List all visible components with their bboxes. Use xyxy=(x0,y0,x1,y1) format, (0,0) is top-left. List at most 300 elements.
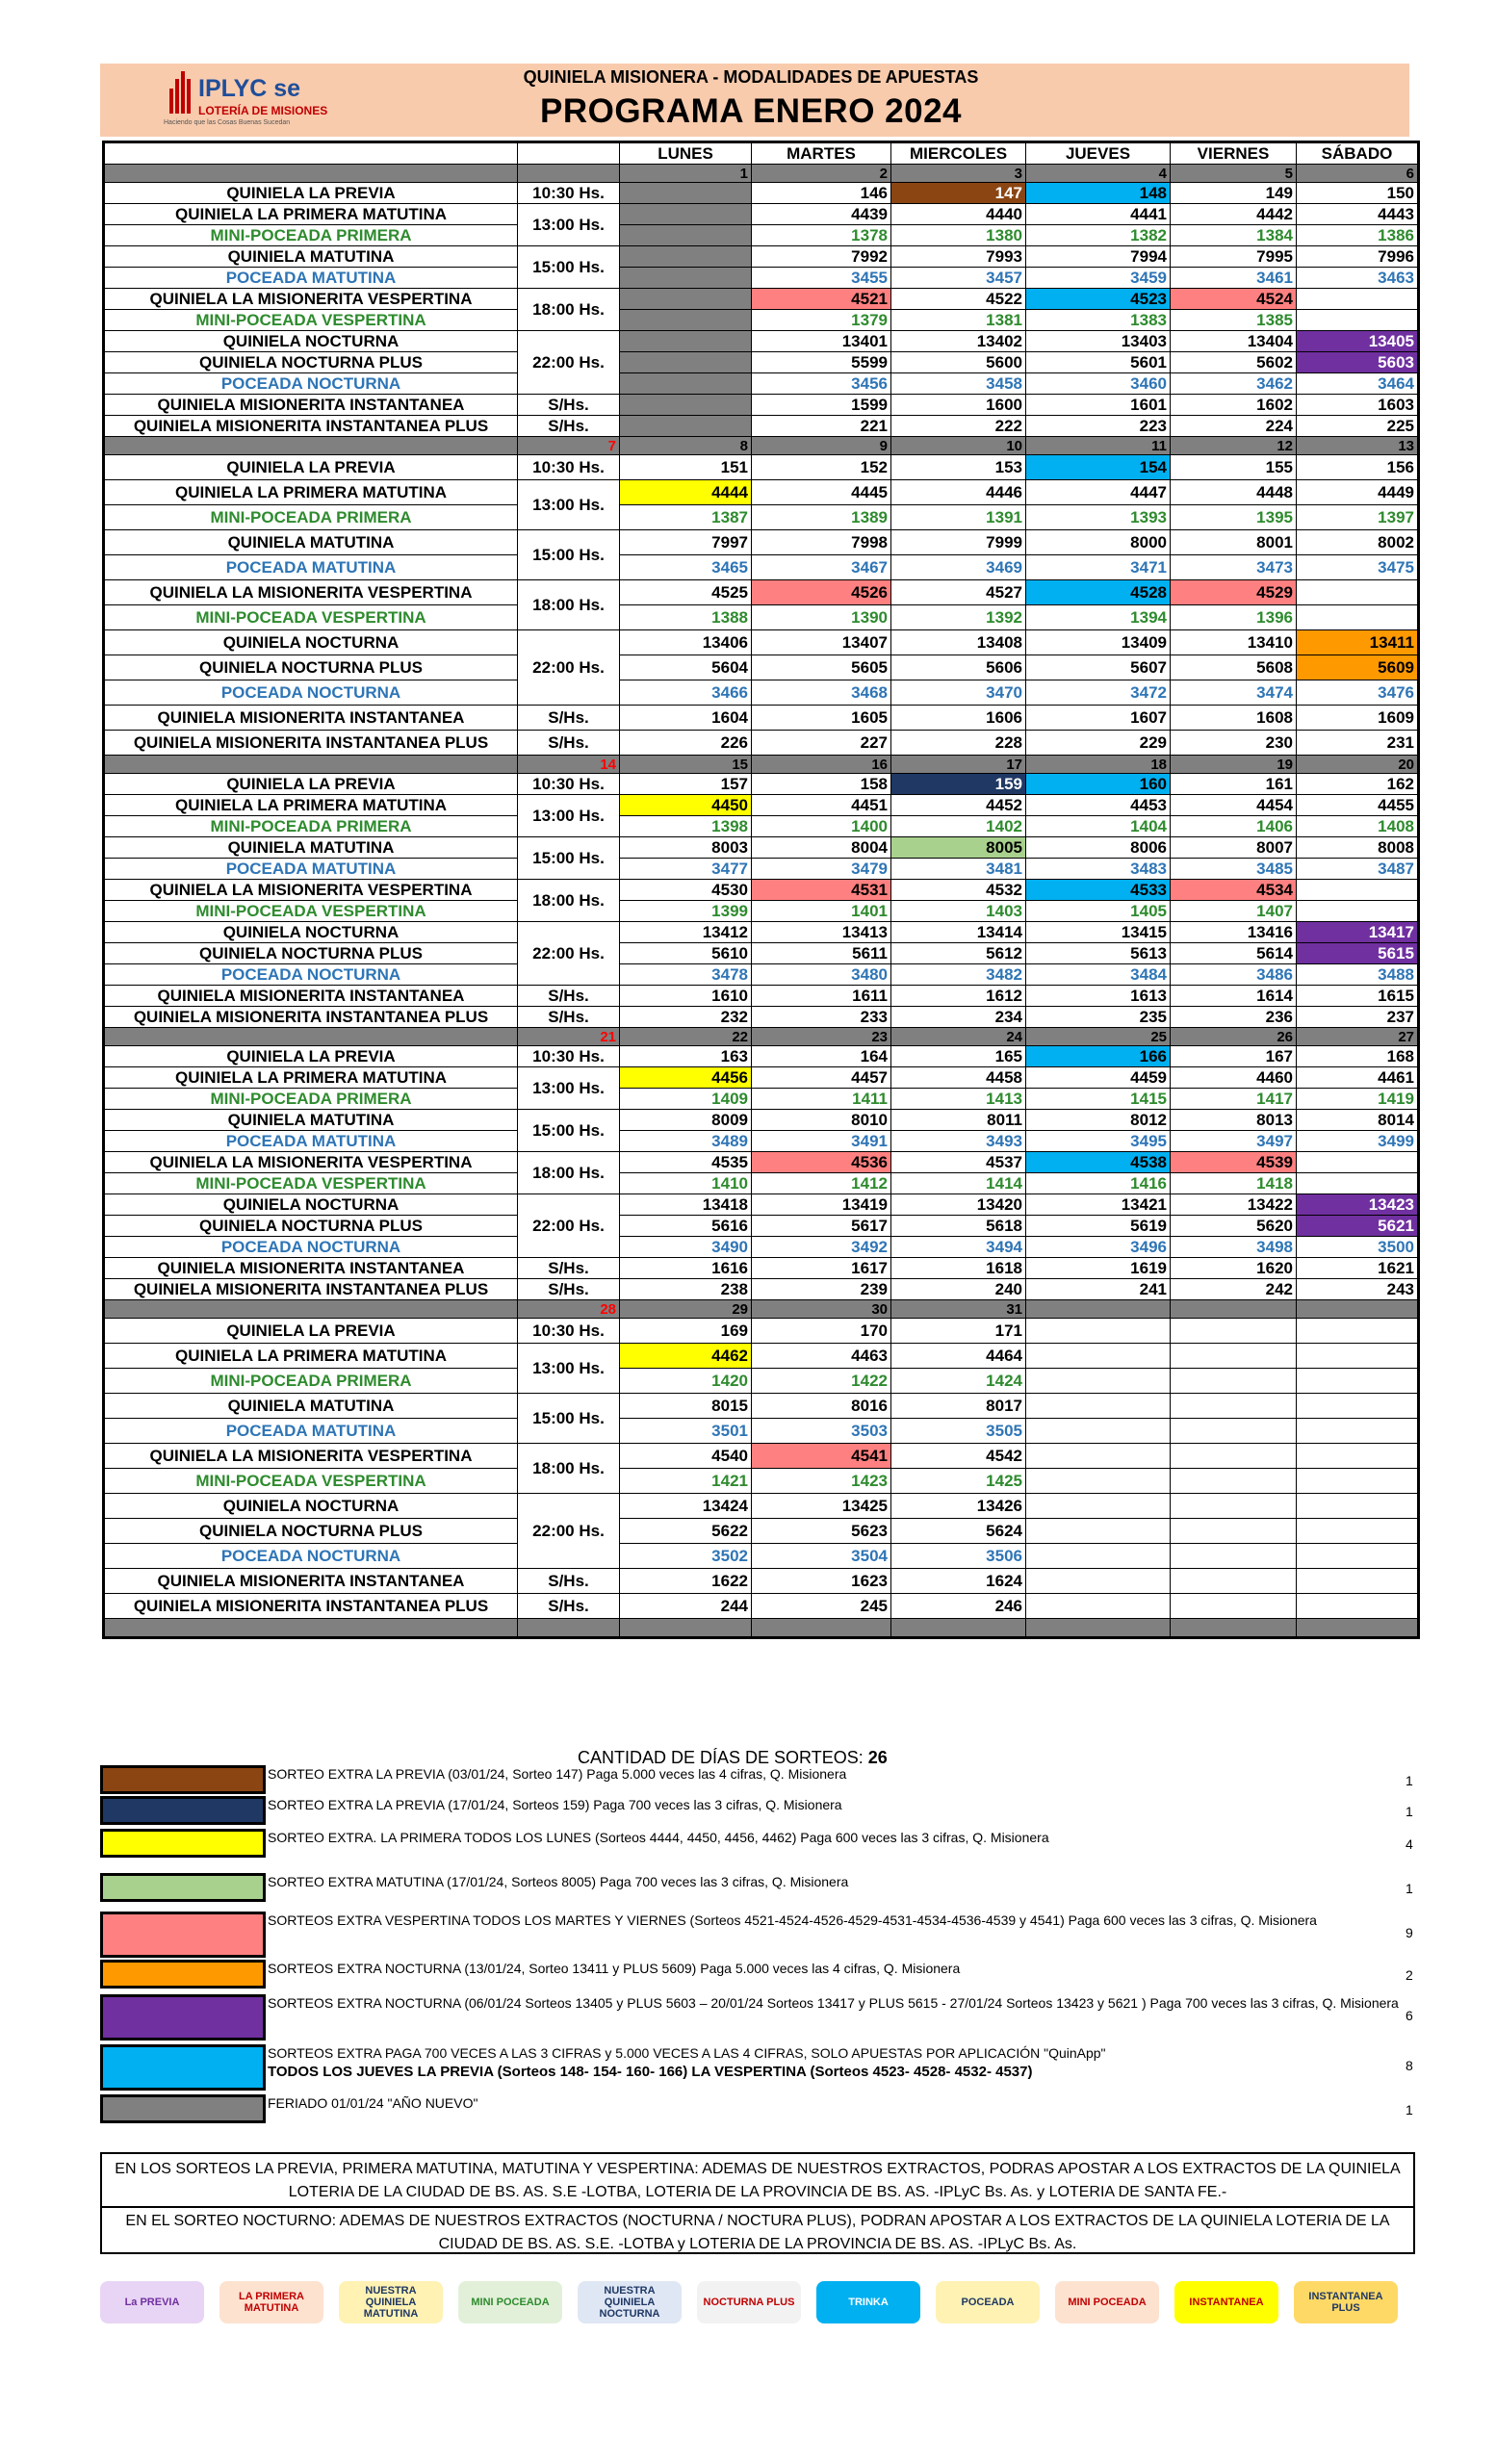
draw-number: 1406 xyxy=(1171,816,1297,837)
draw-number: 150 xyxy=(1297,183,1419,204)
draw-number: 4533 xyxy=(1026,880,1171,901)
draw-number: 3465 xyxy=(620,555,752,580)
separator-cell xyxy=(518,1619,620,1638)
game-row xyxy=(104,1279,1419,1300)
game-name: QUINIELA NOCTURNA xyxy=(104,1194,518,1216)
draw-number: 8012 xyxy=(1026,1110,1171,1131)
draw-number: 242 xyxy=(1171,1279,1297,1300)
draw-number: 1379 xyxy=(752,310,891,331)
draw-time: S/Hs. xyxy=(518,731,620,756)
legend-text-line: SORTEOS EXTRA NOCTURNA (06/01/24 Sorteos 13405 y PLUS 5603 – 20/01/24 Sorteos 13417 y PLUS 5615 - 27/01/24 Sorteos 13423 y 5621 ) Paga 700 veces las 3 cifras, Q. Misionera xyxy=(268,1995,1399,2011)
draw-number: 1385 xyxy=(1171,310,1297,331)
game-name: POCEADA NOCTURNA xyxy=(104,1544,518,1569)
draw-number: 4450 xyxy=(620,795,752,816)
draw-number: 1613 xyxy=(1026,986,1171,1007)
draw-number: 1407 xyxy=(1171,901,1297,922)
draw-number: 1623 xyxy=(752,1569,891,1594)
draw-number xyxy=(1171,1444,1297,1469)
draw-number: 8006 xyxy=(1026,837,1171,859)
draw-number: 1404 xyxy=(1026,816,1171,837)
draw-number: 1401 xyxy=(752,901,891,922)
draw-number: 1605 xyxy=(752,706,891,731)
draw-number: 8005 xyxy=(891,837,1026,859)
game-row xyxy=(104,630,1419,655)
draw-time: S/Hs. xyxy=(518,1258,620,1279)
day-header: MARTES xyxy=(752,142,891,165)
draw-number xyxy=(1297,1319,1419,1344)
date-cell: 10 xyxy=(891,437,1026,455)
date-cell: 1 xyxy=(620,165,752,183)
draw-number: 146 xyxy=(752,183,891,204)
draw-number: 1402 xyxy=(891,816,1026,837)
draw-number: 165 xyxy=(891,1046,1026,1067)
nuestra-nocturna-logo: NUESTRA QUINIELA NOCTURNA xyxy=(578,2281,682,2323)
draw-number: 4455 xyxy=(1297,795,1419,816)
draw-number: 4456 xyxy=(620,1067,752,1089)
day-header: LUNES xyxy=(620,142,752,165)
game-row xyxy=(104,373,1419,395)
game-name: QUINIELA MISIONERITA INSTANTANEA xyxy=(104,986,518,1007)
separator-cell xyxy=(104,1619,518,1638)
game-name: QUINIELA MISIONERITA INSTANTANEA PLUS xyxy=(104,731,518,756)
draw-number: 13416 xyxy=(1171,922,1297,943)
game-row xyxy=(104,986,1419,1007)
legend-text xyxy=(268,1829,1404,1847)
draw-number xyxy=(1297,880,1419,901)
draw-number: 158 xyxy=(752,774,891,795)
draw-time: S/Hs. xyxy=(518,1594,620,1619)
draw-number: 1390 xyxy=(752,605,891,630)
game-name: QUINIELA LA PRIMERA MATUTINA xyxy=(104,480,518,505)
draw-number xyxy=(620,373,752,395)
date-cell: 15 xyxy=(620,756,752,774)
draw-number: 1389 xyxy=(752,505,891,530)
draw-number: 1621 xyxy=(1297,1258,1419,1279)
draw-number: 8008 xyxy=(1297,837,1419,859)
draw-number: 223 xyxy=(1026,416,1171,437)
draw-time: S/Hs. xyxy=(518,416,620,437)
draw-time: 22:00 Hs. xyxy=(518,630,620,706)
game-name: QUINIELA NOCTURNA PLUS xyxy=(104,1216,518,1237)
draw-number: 171 xyxy=(891,1319,1026,1344)
draw-number: 4451 xyxy=(752,795,891,816)
draw-number: 3491 xyxy=(752,1131,891,1152)
game-row xyxy=(104,1494,1419,1519)
draw-number xyxy=(1026,1494,1171,1519)
draw-number: 1381 xyxy=(891,310,1026,331)
game-row xyxy=(104,816,1419,837)
draw-time: 15:00 Hs. xyxy=(518,1394,620,1444)
draw-number: 5605 xyxy=(752,655,891,680)
game-name: QUINIELA NOCTURNA PLUS xyxy=(104,655,518,680)
draw-number: 4462 xyxy=(620,1344,752,1369)
game-row xyxy=(104,1394,1419,1419)
game-row xyxy=(104,1089,1419,1110)
draw-number: 8010 xyxy=(752,1110,891,1131)
draw-number: 226 xyxy=(620,731,752,756)
game-name: QUINIELA NOCTURNA xyxy=(104,630,518,655)
game-name: MINI-POCEADA VESPERTINA xyxy=(104,901,518,922)
draw-number: 3470 xyxy=(891,680,1026,706)
draw-number: 4460 xyxy=(1171,1067,1297,1089)
draw-number: 167 xyxy=(1171,1046,1297,1067)
draw-number: 1618 xyxy=(891,1258,1026,1279)
draw-number: 4535 xyxy=(620,1152,752,1173)
draw-number: 3471 xyxy=(1026,555,1171,580)
draw-number: 4445 xyxy=(752,480,891,505)
draw-number: 241 xyxy=(1026,1279,1171,1300)
draw-number: 1420 xyxy=(620,1369,752,1394)
draw-number: 244 xyxy=(620,1594,752,1619)
draw-number xyxy=(1297,605,1419,630)
draw-number: 236 xyxy=(1171,1007,1297,1028)
draw-number: 3472 xyxy=(1026,680,1171,706)
draw-number: 13423 xyxy=(1297,1194,1419,1216)
game-row xyxy=(104,901,1419,922)
game-row xyxy=(104,268,1419,289)
draw-number: 153 xyxy=(891,455,1026,480)
legend-text xyxy=(268,1960,1404,1978)
game-name: MINI-POCEADA VESPERTINA xyxy=(104,310,518,331)
draw-number: 1614 xyxy=(1171,986,1297,1007)
draw-number: 4540 xyxy=(620,1444,752,1469)
sunday-date: 7 xyxy=(518,437,620,455)
draw-days-value: 26 xyxy=(867,1748,888,1767)
game-row xyxy=(104,183,1419,204)
draw-number: 5619 xyxy=(1026,1216,1171,1237)
draw-number: 1412 xyxy=(752,1173,891,1194)
game-name: QUINIELA MISIONERITA INSTANTANEA PLUS xyxy=(104,1594,518,1619)
draw-number: 229 xyxy=(1026,731,1171,756)
legend-swatch xyxy=(100,1912,266,1958)
game-name: QUINIELA MATUTINA xyxy=(104,1394,518,1419)
draw-number xyxy=(1297,1152,1419,1173)
legend-text-line: SORTEOS EXTRA PAGA 700 VECES A LAS 3 CIFRAS y 5.000 VECES A LAS 4 CIFRAS, SOLO APUESTAS POR APLICACIÓN "QuinApp" xyxy=(268,2045,1106,2061)
date-cell xyxy=(1297,1300,1419,1319)
draw-number: 1417 xyxy=(1171,1089,1297,1110)
date-cell: 26 xyxy=(1171,1028,1297,1046)
separator-cell xyxy=(1297,1619,1419,1638)
draw-number xyxy=(1171,1469,1297,1494)
draw-number xyxy=(1297,289,1419,310)
game-row xyxy=(104,943,1419,964)
draw-number: 5608 xyxy=(1171,655,1297,680)
draw-time: 22:00 Hs. xyxy=(518,1494,620,1569)
game-row xyxy=(104,880,1419,901)
draw-number: 8002 xyxy=(1297,530,1419,555)
draw-number: 13411 xyxy=(1297,630,1419,655)
date-cell: 5 xyxy=(1171,165,1297,183)
mini-poceada-logo: MINI POCEADA xyxy=(458,2281,562,2323)
draw-number xyxy=(1297,1444,1419,1469)
game-row xyxy=(104,1369,1419,1394)
draw-number: 5617 xyxy=(752,1216,891,1237)
draw-time: 15:00 Hs. xyxy=(518,246,620,289)
game-name: QUINIELA NOCTURNA PLUS xyxy=(104,352,518,373)
draw-number: 160 xyxy=(1026,774,1171,795)
draw-number: 4444 xyxy=(620,480,752,505)
draw-number: 162 xyxy=(1297,774,1419,795)
draw-number: 3474 xyxy=(1171,680,1297,706)
draw-number xyxy=(1026,1544,1171,1569)
draw-days-label: CANTIDAD DE DÍAS DE SORTEOS: xyxy=(578,1748,864,1767)
game-name: QUINIELA LA PREVIA xyxy=(104,183,518,204)
draw-number: 13420 xyxy=(891,1194,1026,1216)
draw-number: 1382 xyxy=(1026,225,1171,246)
draw-number: 1393 xyxy=(1026,505,1171,530)
draw-number: 8003 xyxy=(620,837,752,859)
draw-number: 147 xyxy=(891,183,1026,204)
draw-number: 13410 xyxy=(1171,630,1297,655)
draw-number: 1611 xyxy=(752,986,891,1007)
draw-time: 10:30 Hs. xyxy=(518,183,620,204)
draw-number: 4443 xyxy=(1297,204,1419,225)
draw-number: 4440 xyxy=(891,204,1026,225)
date-cell xyxy=(1171,1300,1297,1319)
draw-number: 8004 xyxy=(752,837,891,859)
draw-number: 8014 xyxy=(1297,1110,1419,1131)
date-cell: 16 xyxy=(752,756,891,774)
draw-number: 4464 xyxy=(891,1344,1026,1369)
draw-number: 5618 xyxy=(891,1216,1026,1237)
draw-number: 1423 xyxy=(752,1469,891,1494)
draw-number: 13405 xyxy=(1297,331,1419,352)
draw-number: 5604 xyxy=(620,655,752,680)
game-row xyxy=(104,480,1419,505)
draw-number: 4457 xyxy=(752,1067,891,1089)
draw-number: 3484 xyxy=(1026,964,1171,986)
draw-number xyxy=(1171,1319,1297,1344)
game-name: QUINIELA MISIONERITA INSTANTANEA xyxy=(104,1569,518,1594)
draw-number xyxy=(1026,1594,1171,1619)
draw-number: 3488 xyxy=(1297,964,1419,986)
game-row xyxy=(104,580,1419,605)
draw-number: 8011 xyxy=(891,1110,1026,1131)
draw-number: 4529 xyxy=(1171,580,1297,605)
draw-number: 8015 xyxy=(620,1394,752,1419)
game-name: POCEADA MATUTINA xyxy=(104,268,518,289)
legend-text-line: SORTEOS EXTRA NOCTURNA (13/01/24, Sorteo 13411 y PLUS 5609) Paga 5.000 veces las 4 cifras, Q. Misionera xyxy=(268,1961,961,1976)
draw-number: 161 xyxy=(1171,774,1297,795)
game-row xyxy=(104,1237,1419,1258)
draw-number xyxy=(620,246,752,268)
date-cell: 19 xyxy=(1171,756,1297,774)
date-cell: 24 xyxy=(891,1028,1026,1046)
draw-number: 3481 xyxy=(891,859,1026,880)
draw-number xyxy=(1171,1419,1297,1444)
draw-number: 1424 xyxy=(891,1369,1026,1394)
game-row xyxy=(104,964,1419,986)
draw-number: 1411 xyxy=(752,1089,891,1110)
draw-number: 239 xyxy=(752,1279,891,1300)
draw-number: 8013 xyxy=(1171,1110,1297,1131)
draw-number: 4530 xyxy=(620,880,752,901)
draw-number: 4459 xyxy=(1026,1067,1171,1089)
game-row xyxy=(104,680,1419,706)
game-row xyxy=(104,505,1419,530)
game-name: QUINIELA MATUTINA xyxy=(104,1110,518,1131)
draw-number: 5603 xyxy=(1297,352,1419,373)
legend-swatch xyxy=(100,1796,266,1825)
legend-quantity: 1 xyxy=(1406,1804,1413,1819)
draw-number: 8000 xyxy=(1026,530,1171,555)
legend-quantity: 1 xyxy=(1406,1881,1413,1896)
game-name: QUINIELA MISIONERITA INSTANTANEA PLUS xyxy=(104,1007,518,1028)
draw-number: 4463 xyxy=(752,1344,891,1369)
game-row xyxy=(104,655,1419,680)
draw-number xyxy=(1026,1344,1171,1369)
game-row xyxy=(104,246,1419,268)
draw-number: 5613 xyxy=(1026,943,1171,964)
draw-number: 7999 xyxy=(891,530,1026,555)
draw-number xyxy=(1297,901,1419,922)
draw-number: 5614 xyxy=(1171,943,1297,964)
draw-number: 8009 xyxy=(620,1110,752,1131)
game-name: QUINIELA LA MISIONERITA VESPERTINA xyxy=(104,580,518,605)
draw-number: 3499 xyxy=(1297,1131,1419,1152)
draw-number: 1408 xyxy=(1297,816,1419,837)
draw-number xyxy=(1026,1519,1171,1544)
draw-number: 224 xyxy=(1171,416,1297,437)
draw-number: 5624 xyxy=(891,1519,1026,1544)
draw-number: 221 xyxy=(752,416,891,437)
draw-number: 3504 xyxy=(752,1544,891,1569)
game-row xyxy=(104,837,1419,859)
draw-number: 4453 xyxy=(1026,795,1171,816)
date-cell: 3 xyxy=(891,165,1026,183)
draw-number: 3476 xyxy=(1297,680,1419,706)
draw-number xyxy=(1171,1394,1297,1419)
separator-cell xyxy=(104,437,518,455)
draw-number: 1610 xyxy=(620,986,752,1007)
date-cell: 9 xyxy=(752,437,891,455)
draw-number: 4522 xyxy=(891,289,1026,310)
draw-number: 1380 xyxy=(891,225,1026,246)
game-row xyxy=(104,530,1419,555)
draw-number: 1619 xyxy=(1026,1258,1171,1279)
game-name: QUINIELA LA PREVIA xyxy=(104,455,518,480)
draw-number: 3462 xyxy=(1171,373,1297,395)
game-name: QUINIELA MATUTINA xyxy=(104,530,518,555)
game-name: QUINIELA LA PRIMERA MATUTINA xyxy=(104,1344,518,1369)
game-name: MINI-POCEADA VESPERTINA xyxy=(104,1469,518,1494)
note-nocturnal: EN EL SORTEO NOCTURNO: ADEMAS DE NUESTROS EXTRACTOS (NOCTURNA / NOCTURA PLUS), PODRAN APOSTAR A LOS EXTRACTOS DE LA QUINIELA LOTERIA DE LA CIUDAD DE BS. AS. S.E. -LOTBA y LOTERIA DE LA PROVINCIA DE BS. AS. -IPLyC Bs. As. xyxy=(125,2213,1390,2252)
draw-number: 13402 xyxy=(891,331,1026,352)
draw-number: 3473 xyxy=(1171,555,1297,580)
draw-number: 169 xyxy=(620,1319,752,1344)
date-cell: 31 xyxy=(891,1300,1026,1319)
logo-tagline: Haciendo que las Cosas Buenas Sucedan xyxy=(164,119,291,126)
game-row xyxy=(104,1194,1419,1216)
date-cell xyxy=(1026,1300,1171,1319)
date-cell: 22 xyxy=(620,1028,752,1046)
date-cell: 20 xyxy=(1297,756,1419,774)
draw-number: 4446 xyxy=(891,480,1026,505)
separator-cell xyxy=(104,1028,518,1046)
separator-cell xyxy=(1026,1619,1171,1638)
draw-number xyxy=(620,183,752,204)
game-row xyxy=(104,859,1419,880)
draw-number: 8017 xyxy=(891,1394,1026,1419)
draw-number: 163 xyxy=(620,1046,752,1067)
game-row xyxy=(104,1469,1419,1494)
draw-number xyxy=(1026,1419,1171,1444)
date-cell: 17 xyxy=(891,756,1026,774)
game-name: QUINIELA MISIONERITA INSTANTANEA PLUS xyxy=(104,416,518,437)
separator-cell xyxy=(104,1300,518,1319)
draw-number: 3469 xyxy=(891,555,1026,580)
draw-number xyxy=(1297,1494,1419,1519)
draw-number: 3456 xyxy=(752,373,891,395)
draw-time: 22:00 Hs. xyxy=(518,922,620,986)
draw-number: 4439 xyxy=(752,204,891,225)
draw-number: 4524 xyxy=(1171,289,1297,310)
day-header: JUEVES xyxy=(1026,142,1171,165)
header-blank xyxy=(518,142,620,165)
date-cell: 30 xyxy=(752,1300,891,1319)
draw-number: 4537 xyxy=(891,1152,1026,1173)
draw-number: 7993 xyxy=(891,246,1026,268)
game-row xyxy=(104,225,1419,246)
game-name: QUINIELA MISIONERITA INSTANTANEA xyxy=(104,395,518,416)
legend-quantity: 8 xyxy=(1406,2058,1413,2073)
draw-number: 5623 xyxy=(752,1519,891,1544)
day-header: MIERCOLES xyxy=(891,142,1026,165)
draw-number: 13422 xyxy=(1171,1194,1297,1216)
separator-cell xyxy=(104,756,518,774)
game-name: QUINIELA NOCTURNA PLUS xyxy=(104,1519,518,1544)
game-name: POCEADA MATUTINA xyxy=(104,1419,518,1444)
draw-number: 13418 xyxy=(620,1194,752,1216)
draw-number: 227 xyxy=(752,731,891,756)
draw-number: 3486 xyxy=(1171,964,1297,986)
game-row xyxy=(104,774,1419,795)
game-row xyxy=(104,1344,1419,1369)
draw-number: 4447 xyxy=(1026,480,1171,505)
legend-swatch xyxy=(100,1765,266,1794)
game-row xyxy=(104,289,1419,310)
draw-number: 5606 xyxy=(891,655,1026,680)
draw-time: S/Hs. xyxy=(518,395,620,416)
draw-number: 170 xyxy=(752,1319,891,1344)
game-row xyxy=(104,416,1419,437)
draw-number: 4538 xyxy=(1026,1152,1171,1173)
draw-number xyxy=(1171,1494,1297,1519)
game-name: POCEADA NOCTURNA xyxy=(104,964,518,986)
draw-number: 3483 xyxy=(1026,859,1171,880)
draw-number: 1603 xyxy=(1297,395,1419,416)
draw-number: 233 xyxy=(752,1007,891,1028)
closing-row xyxy=(104,1619,1419,1638)
draw-number: 3502 xyxy=(620,1544,752,1569)
poceada-logo: POCEADA xyxy=(936,2281,1040,2323)
legend-text xyxy=(268,1912,1404,1930)
draw-number: 4454 xyxy=(1171,795,1297,816)
draw-number xyxy=(1297,1594,1419,1619)
draw-number: 3457 xyxy=(891,268,1026,289)
notes-box xyxy=(100,2152,1415,2254)
game-row xyxy=(104,1419,1419,1444)
draw-number: 1599 xyxy=(752,395,891,416)
draw-number: 13424 xyxy=(620,1494,752,1519)
draw-number: 1384 xyxy=(1171,225,1297,246)
draw-number: 3493 xyxy=(891,1131,1026,1152)
draw-number: 3487 xyxy=(1297,859,1419,880)
draw-number xyxy=(1171,1344,1297,1369)
draw-number xyxy=(1297,1344,1419,1369)
draw-number: 3505 xyxy=(891,1419,1026,1444)
game-name: MINI-POCEADA PRIMERA xyxy=(104,225,518,246)
